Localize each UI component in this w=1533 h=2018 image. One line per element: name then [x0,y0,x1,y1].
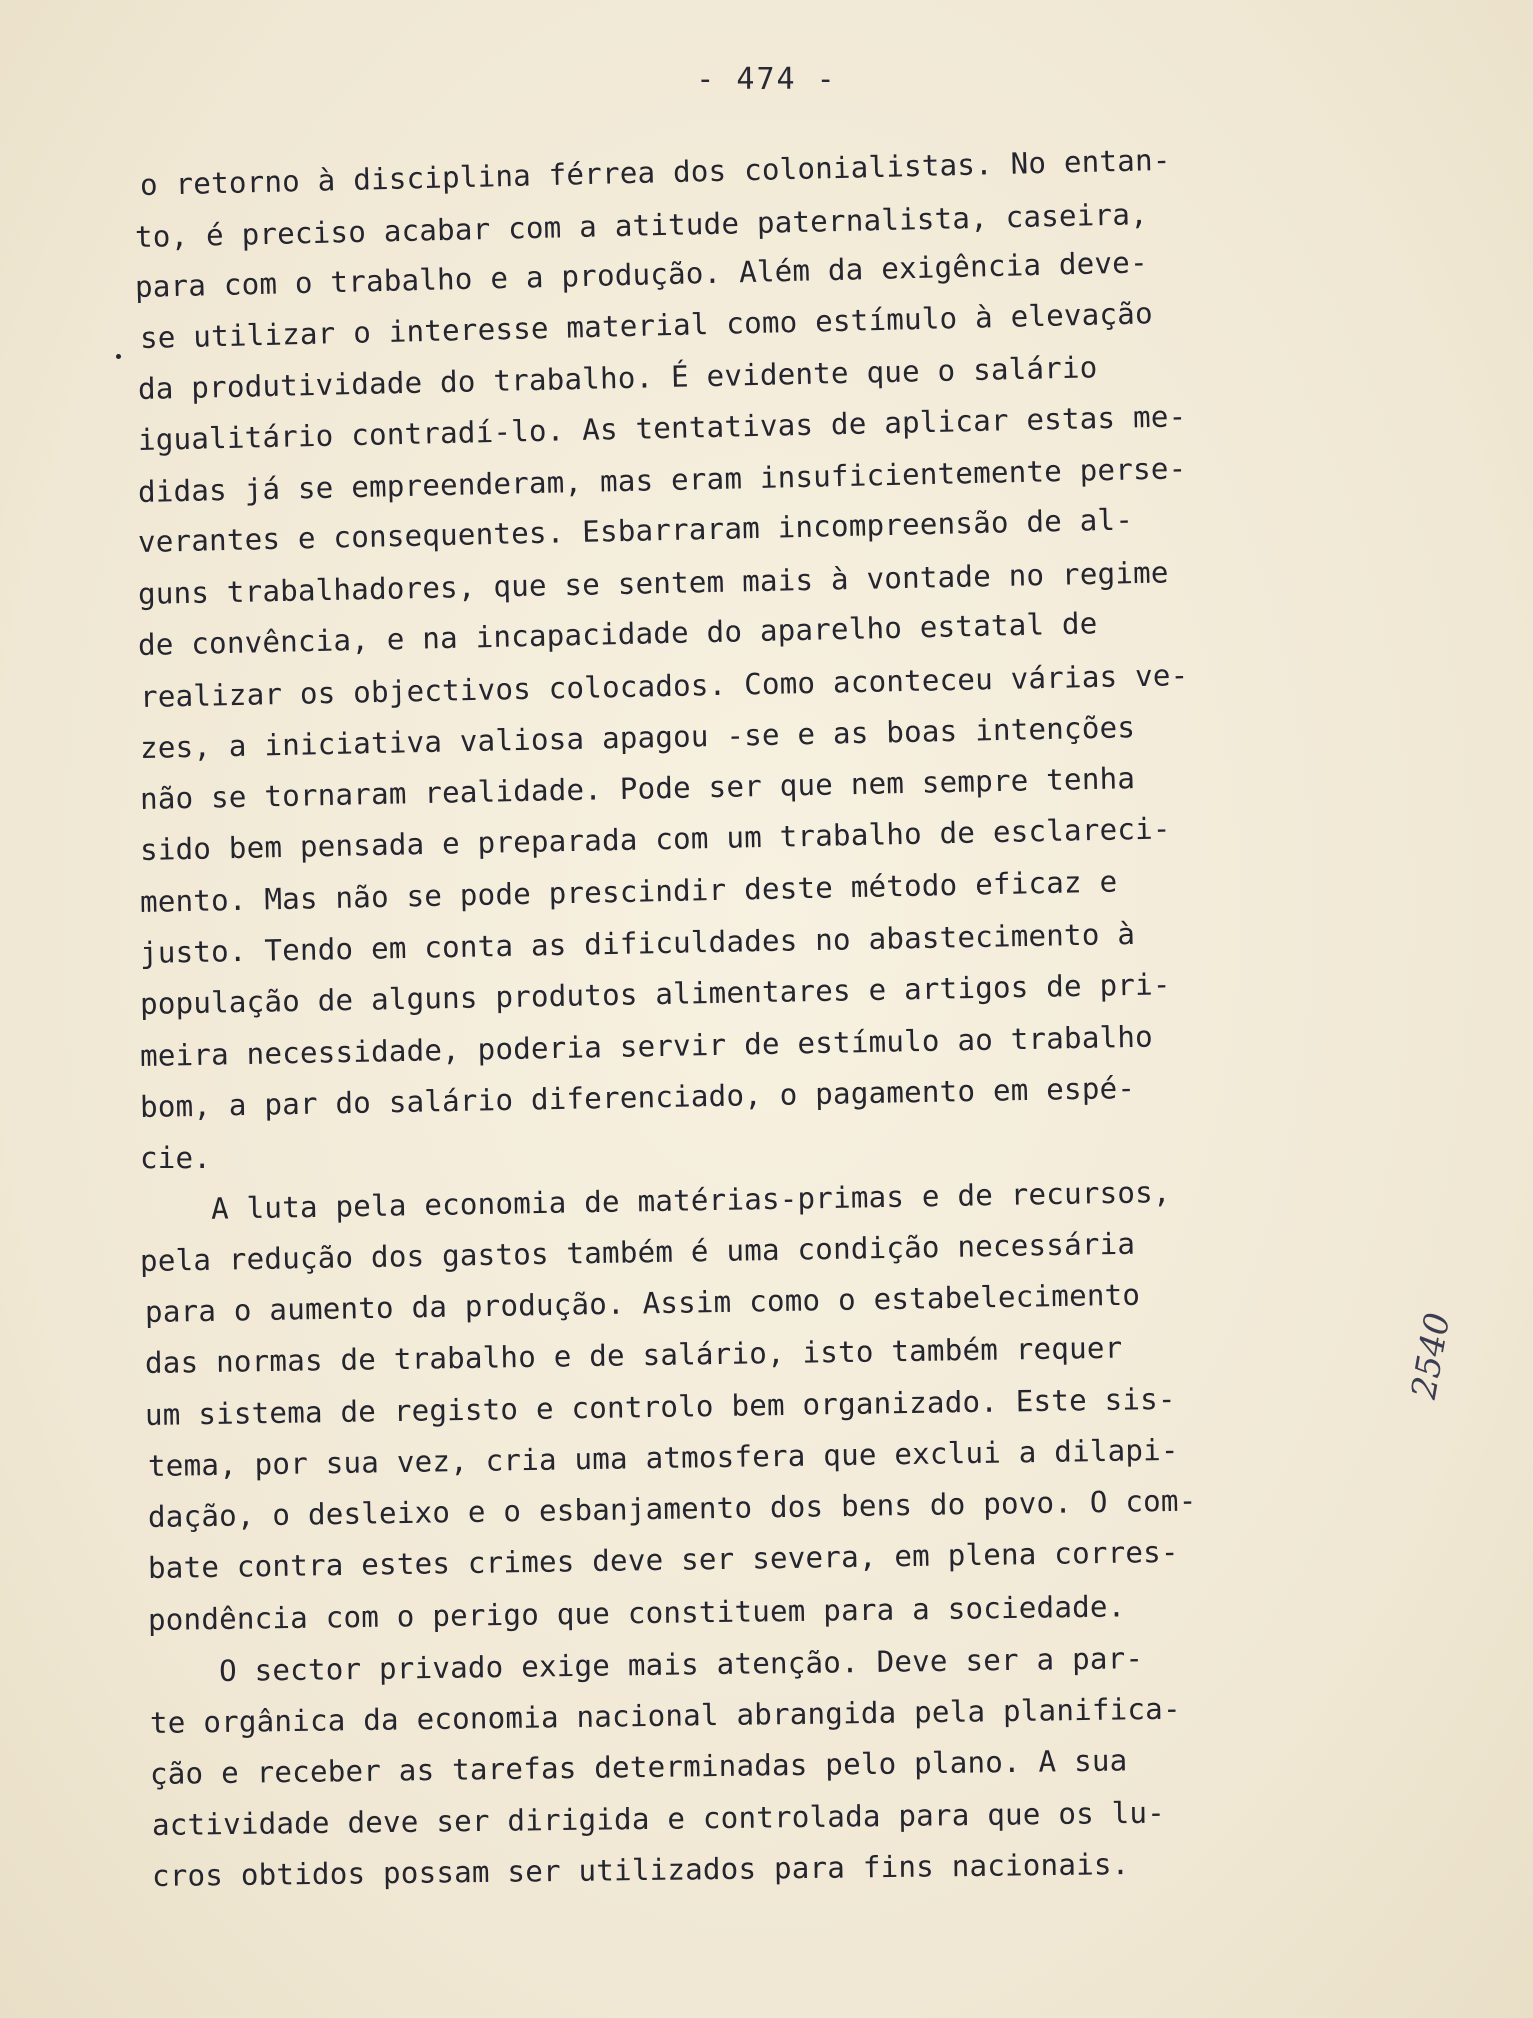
text-line: zes, a iniciativa valiosa apagou -se e as boas intenções [139,710,1136,765]
text-line: para o aumento da produção. Assim como o estabelecimento [144,1277,1141,1329]
text-line: igualitário contradí-lo. As tentativas de aplicar estas me- [137,399,1187,457]
text-line: das normas de trabalho e de salário, isto também requer [144,1330,1123,1380]
text-line: A luta pela economia de matérias-primas e de recursos, [139,1175,1171,1227]
text-line: pela redução dos gastos também é uma condição necessária [139,1226,1136,1278]
text-line: realizar os objectivos colocados. Como aconteceu várias ve- [139,658,1189,714]
text-line: cie. [140,1141,212,1175]
text-line: pondência com o perigo que constituem para a sociedade. [147,1589,1126,1637]
text-line: tema, por sua vez, cria uma atmosfera que exclui a dilapi- [147,1432,1179,1483]
text-line: O sector privado exige mais atenção. Deve ser a par- [147,1641,1144,1689]
margin-dot [116,354,121,359]
text-line: um sistema de registo e controlo bem organizado. Este sis- [144,1381,1176,1432]
text-line: ção e receber as tarefas determinadas pelo plano. A sua [149,1743,1128,1791]
text-line: de convência, e na incapacidade do aparelho estatal de [137,606,1098,662]
text-line: população de alguns produtos alimentares e artigos de pri- [139,967,1171,1021]
text-line: bate contra estes crimes deve ser severa, em plena corres- [147,1534,1179,1585]
page-number: - 474 - [696,62,837,97]
text-line: actividade deve ser dirigida e controlada para que os lu- [151,1795,1166,1842]
text-line: te orgânica da economia nacional abrangida pela planifica- [149,1691,1181,1740]
margin-handwritten-note: 2540 [1404,1309,1459,1402]
text-line: o retorno à disciplina férrea dos colonialistas. No entan- [139,142,1171,202]
text-line: to, é preciso acabar com a atitude paternalista, caseira, [134,197,1149,254]
text-line: bom, a par do salário diferenciado, o pagamento em espé- [139,1070,1136,1124]
text-line: didas já se empreenderam, mas eram insuficientemente perse- [137,451,1187,509]
text-line: mento. Mas não se pode prescindir deste método eficaz e [139,864,1118,919]
text-line: se utilizar o interesse material como estímulo à elevação [139,296,1154,355]
text-line: sido bem pensada e preparada com um trabalho de esclareci- [139,811,1171,867]
text-line: não se tornaram realidade. Pode ser que nem sempre tenha [139,761,1136,816]
text-line: para com o trabalho e a produção. Além da exigência deve- [134,245,1149,304]
text-line: meira necessidade, poderia servir de estímulo ao trabalho [139,1019,1154,1073]
text-line: dação, o desleixo e o esbanjamento dos bens do povo. O com- [147,1483,1197,1534]
text-line: cros obtidos possam ser utilizados para fins nacionais. [151,1847,1130,1893]
text-line: guns trabalhadores, que se sentem mais à vontade no regime [137,555,1169,611]
text-line: verantes e consequentes. Esbarraram incompreensão de al- [137,502,1134,559]
text-line: da produtividade do trabalho. É evidente que o salário [137,350,1098,406]
text-line: justo. Tendo em conta as dificuldades no abastecimento à [139,916,1136,970]
